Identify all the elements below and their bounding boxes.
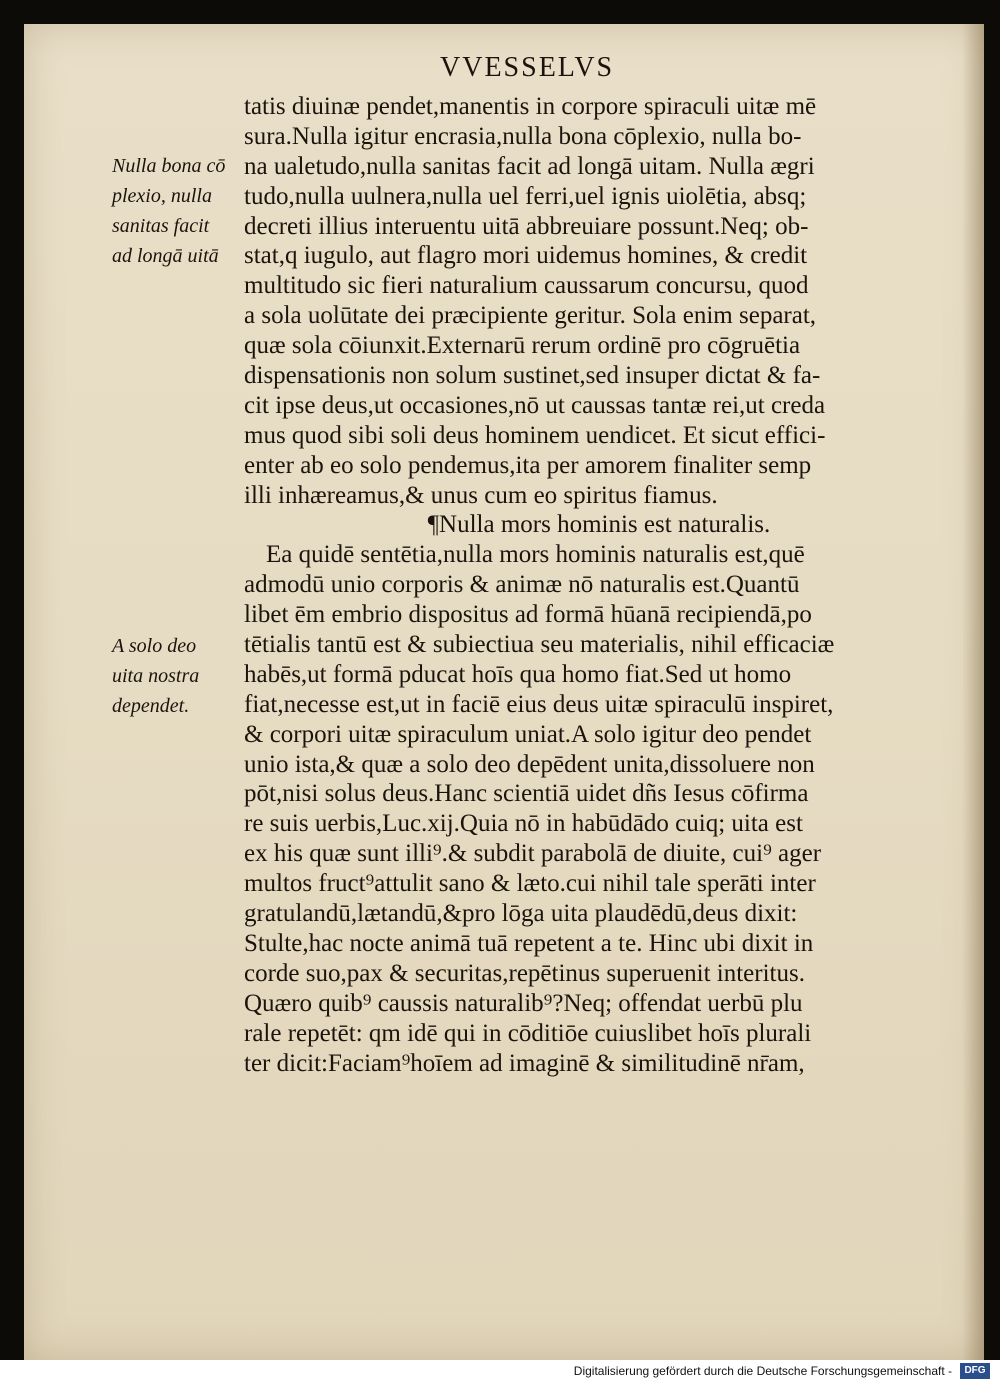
text-line: corde suo,pax & securitas,repētinus superuenit interitus. xyxy=(244,959,805,987)
margin-note-line: sanitas facit xyxy=(112,214,210,237)
text-line: mus quod sibi soli deus hominem uendicet. Et sicut effici- xyxy=(244,421,826,449)
text-line: tudo,nulla uulnera,nulla uel ferri,uel ignis uiolētia, absq; xyxy=(244,182,807,210)
section-heading: ¶Nulla mors hominis est naturalis. xyxy=(427,511,771,539)
margin-note-line: dependet. xyxy=(112,694,190,717)
text-line: Quæro quib⁹ caussis naturalib⁹?Neq; offendat uerbū plu xyxy=(244,989,803,1017)
text-line: & corpori uitæ spiraculum uniat.A solo igitur deo pendet xyxy=(244,720,812,748)
margin-note-1 xyxy=(112,152,242,272)
text-line: sura.Nulla igitur encrasia,nulla bona cōplexio, nulla bo- xyxy=(244,122,802,150)
text-line: cit ipse deus,ut occasiones,nō ut caussas tantæ rei,ut creda xyxy=(244,391,826,419)
margin-note-line: Nulla bona cō xyxy=(112,155,226,177)
text-line: Ea quidē sentētia,nulla mors hominis naturalis est,quē xyxy=(266,541,805,569)
text-line: admodū unio corporis & animæ nō naturalis est.Quantū xyxy=(244,571,800,599)
running-header: VVESSELVS xyxy=(440,52,615,83)
margin-note-line: uita nostra xyxy=(112,664,200,687)
text-line: fiat,necesse est,ut in faciē eius deus uitæ spiraculū inspiret, xyxy=(244,690,834,718)
margin-note-2 xyxy=(112,632,242,722)
text-line: ex his quæ sunt illi⁹.& subdit parabolā de diuite, cui⁹ ager xyxy=(244,840,822,868)
text-line: habēs,ut formā pducat hoīs qua homo fiat.Sed ut homo xyxy=(244,660,792,688)
text-line: tētialis tantū est & subiectiua seu materialis, nihil efficaciæ xyxy=(244,631,835,659)
text-line: dispensationis non solum sustinet,sed insuper dictat & fa- xyxy=(244,362,821,390)
text-line: multos fruct⁹attulit sano & læto.cui nihil tale sperāti inter xyxy=(244,870,816,898)
funding-notice: Digitalisierung gefördert durch die Deutsche Forschungsgemeinschaft - xyxy=(573,1364,952,1378)
text-line: ter dicit:Faciam⁹hoīem ad imaginē & similitudinē nr̄am, xyxy=(244,1049,805,1077)
text-line: libet ēm embrio dispositus ad formā hūanā recipiendā,po xyxy=(244,601,812,629)
text-line: decreti illius interuentu uitā abbreuiare possunt.Neq; ob- xyxy=(244,212,809,240)
text-line: illi inhæreamus,& unus cum eo spiritus fiamus. xyxy=(244,481,718,509)
text-line: stat,q iugulo, aut flagro mori uidemus homines, & credit xyxy=(244,242,808,270)
body-text xyxy=(244,92,934,1078)
text-line: a sola uolūtate dei præcipiente geritur. Sola enim separat, xyxy=(244,302,817,330)
footer-bar xyxy=(0,1360,1000,1383)
dfg-logo: DFG xyxy=(960,1363,990,1379)
text-line: unio ista,& quæ a solo deo depēdent unita,dissoluere non xyxy=(244,750,815,778)
text-line: pōt,nisi solus deus.Hanc scientiā uidet dñs Iesus cōfirma xyxy=(244,780,809,808)
margin-note-line: ad longā uitā xyxy=(112,244,219,267)
text-line: multitudo sic fieri naturalium caussarum concursu, quod xyxy=(244,272,809,300)
book-page xyxy=(24,24,984,1360)
text-line: gratulandū,lætandū,&pro lōga uita plaudēdū,deus dixit: xyxy=(244,900,798,928)
text-line: na ualetudo,nulla sanitas facit ad longā uitam. Nulla ægri xyxy=(244,152,815,180)
text-line: quæ sola cōiunxit.Externarū rerum ordinē pro cōgruētia xyxy=(244,332,801,360)
text-line: enter ab eo solo pendemus,ita per amorem finaliter semp xyxy=(244,451,812,479)
margin-note-line: plexio, nulla xyxy=(112,184,212,207)
text-line: tatis diuinæ pendet,manentis in corpore spiraculi uitæ mē xyxy=(244,93,817,120)
text-line: rale repetēt: qm idē qui in cōditiōe cuiuslibet hoīs plurali xyxy=(244,1019,812,1047)
text-line: re suis uerbis,Luc.xij.Quia nō in habūdādo cuiq; uita est xyxy=(244,810,803,838)
page-edge-shadow xyxy=(962,24,984,1360)
margin-note-line: A solo deo xyxy=(112,635,197,657)
text-line: Stulte,hac nocte animā tuā repetent a te. Hinc ubi dixit in xyxy=(244,929,814,957)
